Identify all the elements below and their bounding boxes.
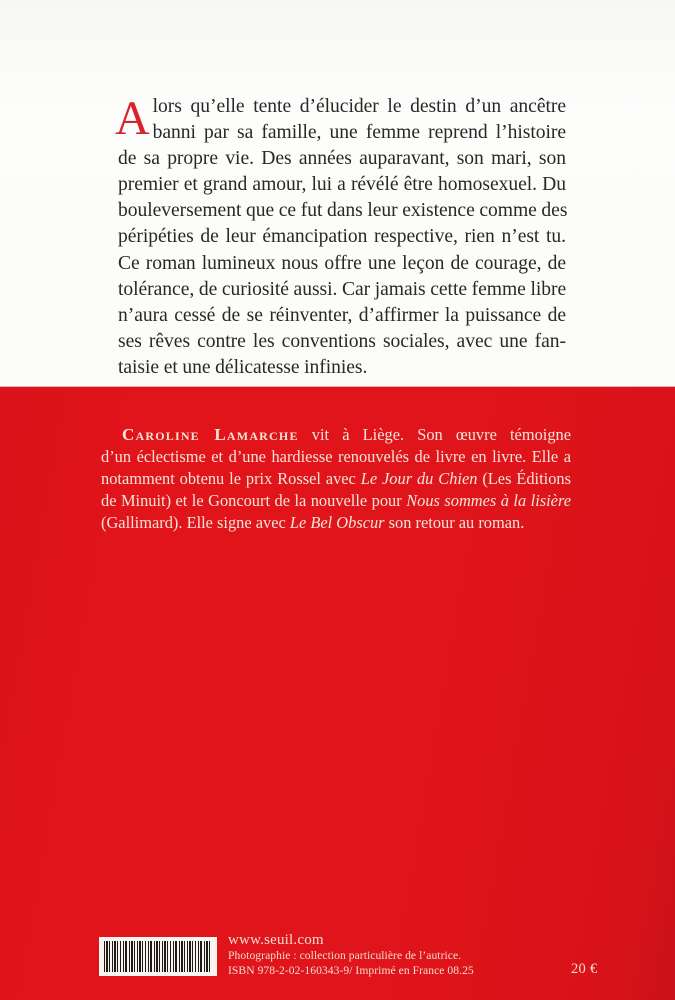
publisher-website: www.seuil.com [228, 932, 324, 948]
synopsis-blurb [115, 92, 568, 381]
isbn-line: ISBN 978-2-02-160343-9/ Imprimé en France 08.25 [228, 963, 474, 977]
bio-text: vit à Liège. Son œuvre témoigne [298, 425, 571, 444]
blurb-line: premier et grand amour, lui a révélé être homosexuel. Du [118, 174, 566, 196]
bio-line [101, 512, 571, 534]
blurb-line: tolérance, de curiosité aussi. Car jamais cette femme libre [118, 278, 567, 300]
blurb-line: ses rêves contre les conventions sociales, avec une fan- [118, 330, 566, 352]
bio-line [101, 424, 571, 446]
blurb-line: bouleversement que ce fut dans leur existence comme des [118, 200, 568, 222]
blurb-line: lors qu’elle tente d’élucider le destin d’un ancêtre [152, 96, 566, 117]
blurb-line: n’aura cessé de se réinventer, d’affirmer la puissance de [118, 304, 566, 326]
drop-cap-letter: A [115, 92, 150, 145]
photo-credit: Photographie : collection particulière de l’autrice. [228, 949, 462, 962]
blurb-line: Ce roman lumineux nous offre une leçon de courage, de [118, 252, 566, 274]
bio-text: notamment obtenu le prix Rossel avec [101, 469, 361, 488]
bio-text: (Gallimard). Elle signe avec [101, 513, 290, 532]
bio-line [101, 468, 571, 490]
blurb-line: banni par sa famille, une femme reprend l’histoire [152, 122, 566, 144]
book-title: Le Bel Obscur [289, 513, 385, 532]
blurb-line: taisie et une délicatesse infinies. [118, 356, 368, 378]
bio-text: (Les Éditions [477, 469, 571, 488]
barcode-icon [99, 937, 217, 976]
bio-line [101, 490, 571, 512]
author-bio [101, 424, 571, 534]
author-name: Caroline Lamarche [122, 425, 299, 444]
price-label: 20 € [571, 961, 598, 977]
bio-text: de Minuit) et le Goncourt de la nouvelle pour [101, 491, 407, 510]
bio-line: d’un éclectisme et d’une hardiesse renouvelés de livre en livre. Elle a [101, 447, 571, 466]
bio-text: son retour au roman. [384, 513, 525, 532]
barcode-bars [104, 941, 212, 972]
publisher-info [228, 932, 474, 978]
book-title: Nous sommes à la lisière [406, 491, 571, 510]
blurb-line: de sa propre vie. Des années auparavant, son mari, son [118, 148, 566, 170]
blurb-line: péripéties de leur émancipation respective, rien n’est tu. [118, 226, 566, 248]
book-title: Le Jour du Chien [360, 469, 478, 488]
